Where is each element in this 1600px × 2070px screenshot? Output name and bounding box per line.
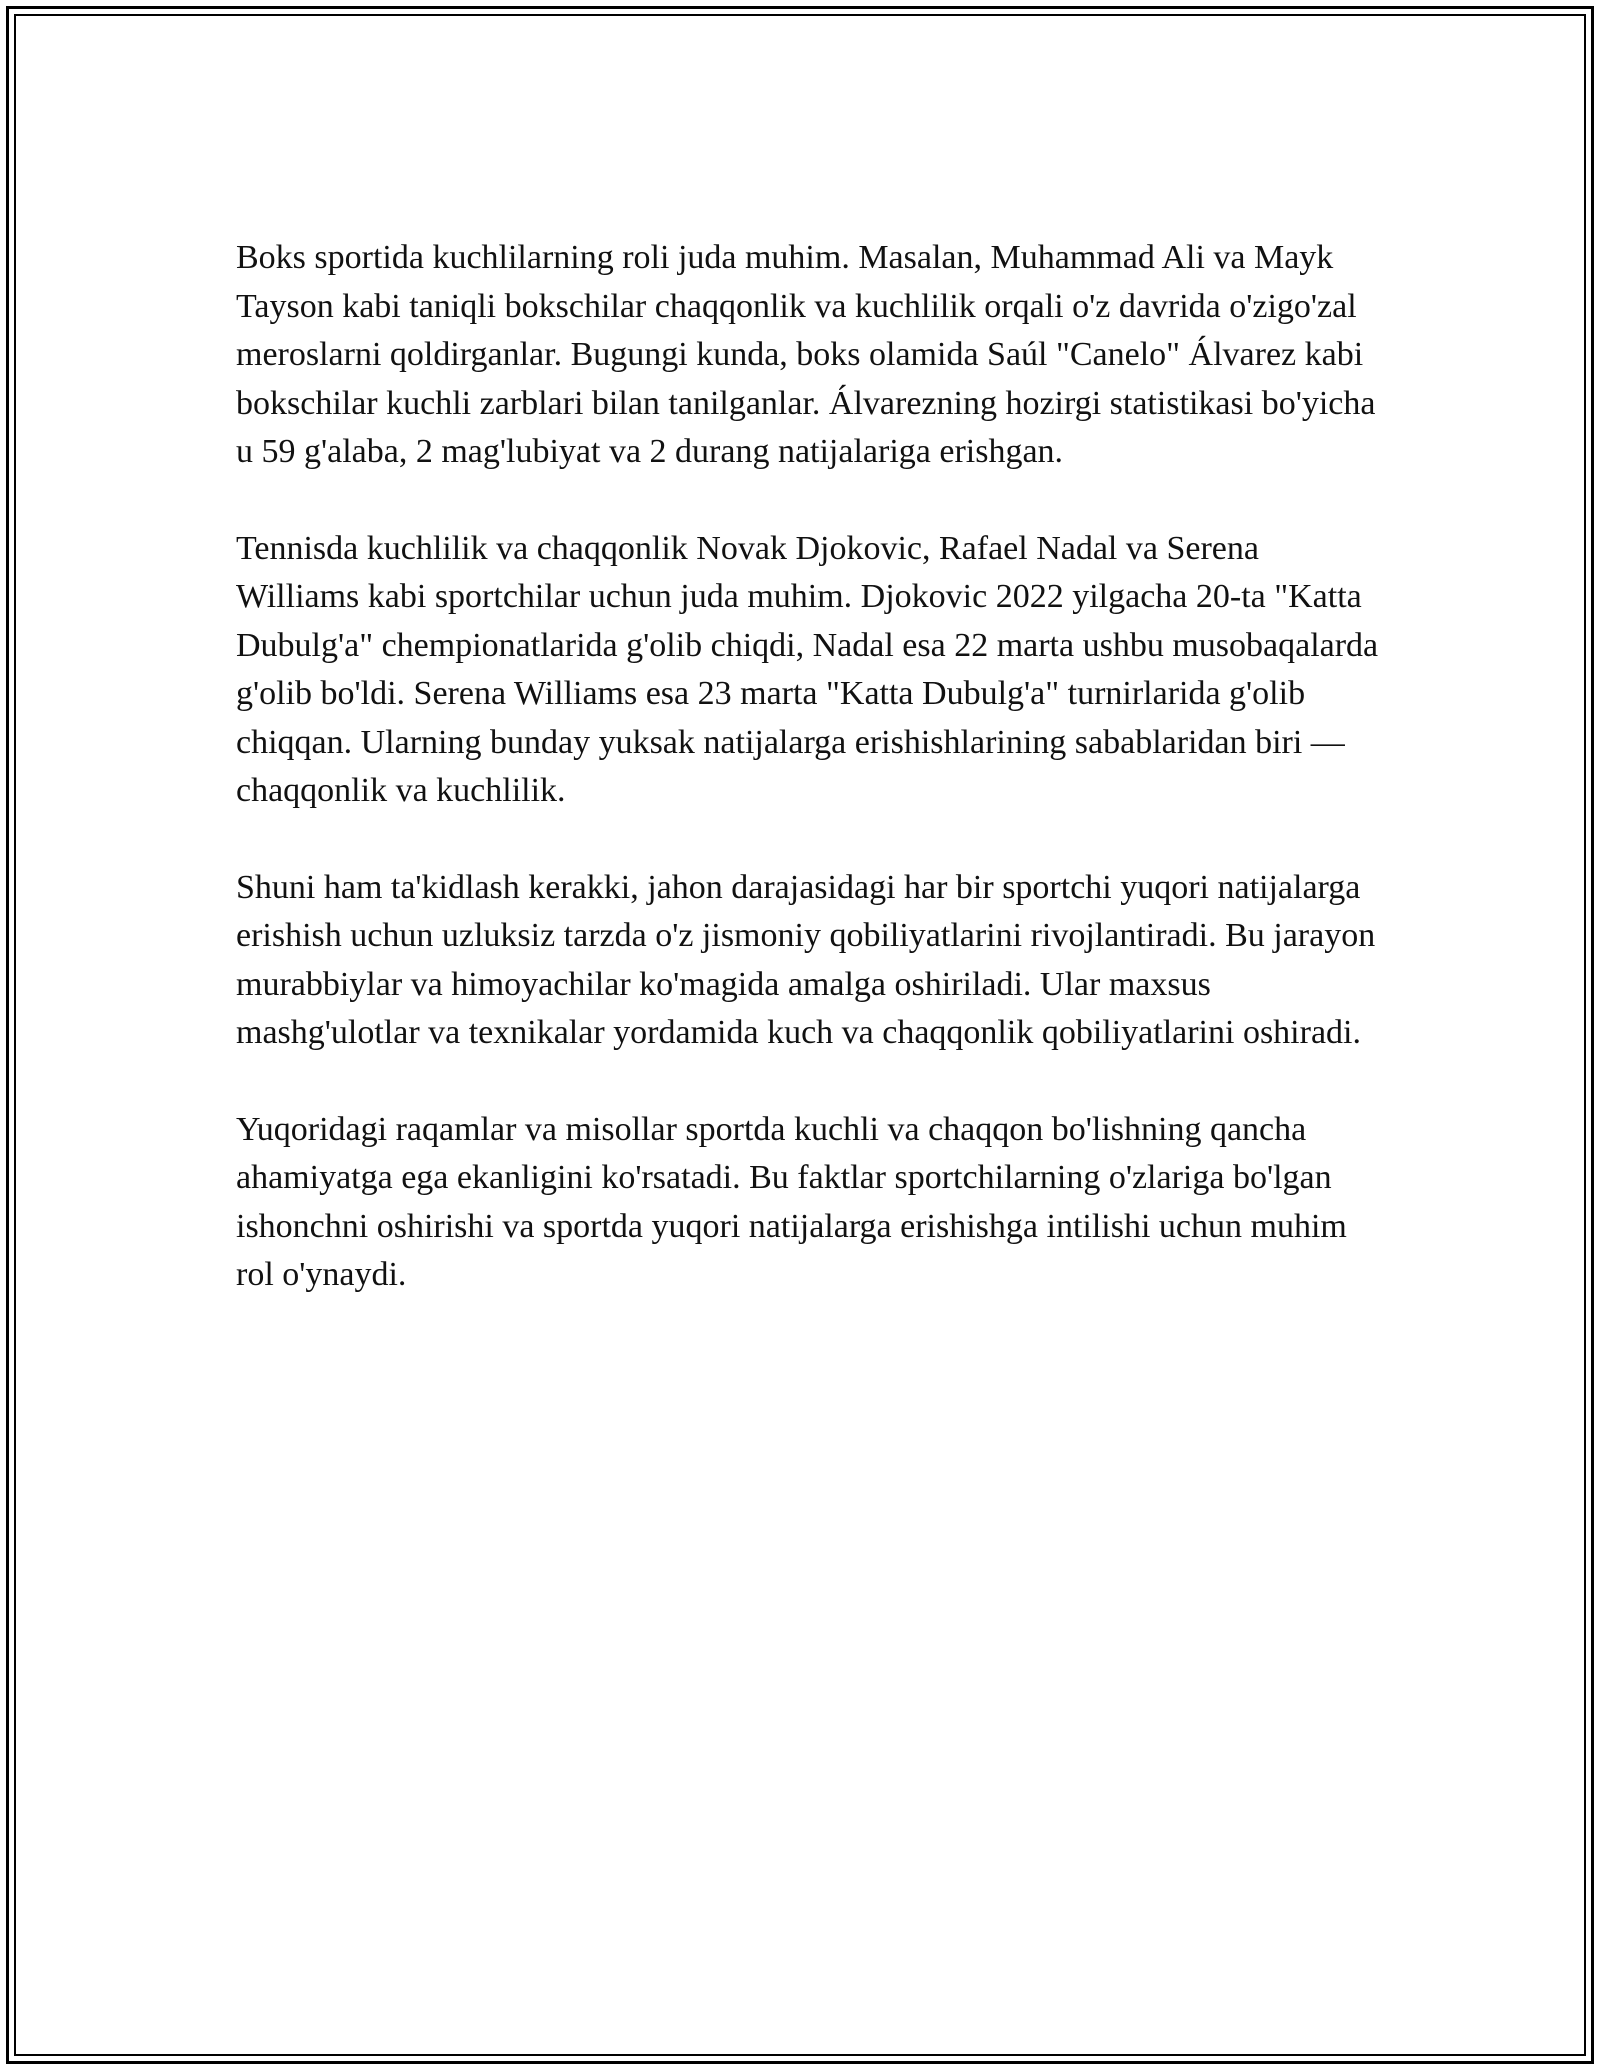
paragraph-boxing: Boks sportida kuchlilarning roli juda muhim. Masalan, Muhammad Ali va Mayk Tayson kabi taniqli bokschilar chaqqonlik va kuchlilik orqali o'z davrida o'zigo'zal meroslarni qoldirganlar. Bugungi kunda, boks olamida Saúl "Canelo" Álvarez kabi bokschilar kuchli zarblari bilan tanilganlar. Álvarezning hozirgi statistikasi bo'yicha u 59 g'alaba, 2 mag'lubiyat va 2 durang natijalariga erishgan.	[236, 239, 1376, 470]
paragraph-tennis: Tennisda kuchlilik va chaqqonlik Novak Djokovic, Rafael Nadal va Serena Williams kabi sportchilar uchun juda muhim. Djokovic 2022 yilgacha 20-ta "Katta Dubulg'a" chempionatlarida g'olib chiqdi, Nadal esa 22 marta ushbu musobaqalarda g'olib bo'ldi. Serena Williams esa 23 marta "Katta Dubulg'a" turnirlarida g'olib chiqqan. Ularning bunday yuksak natijalarga erishishlarining sabablaridan biri — chaqqonlik va kuchlilik.	[236, 529, 1379, 809]
paragraph-conclusion: Yuqoridagi raqamlar va misollar sportda kuchli va chaqqon bo'lishning qancha ahamiyatga ega ekanligini ko'rsatadi. Bu faktlar sportchilarning o'zlariga bo'lgan ishonchni oshirishi va sportda yuqori natijalarga erishishga intilishi uchun muhim rol o'ynaydi.	[236, 1110, 1347, 1293]
document-body	[236, 234, 1386, 1348]
paragraph-training: Shuni ham ta'kidlash kerakki, jahon darajasidagi har bir sportchi yuqori natijalarga erishish uchun uzluksiz tarzda o'z jismoniy qobiliyatlarini rivojlantiradi. Bu jarayon murabbiylar va himoyachilar ko'magida amalga oshiriladi. Ular maxsus mashg'ulotlar va texnikalar yordamida kuch va chaqqonlik qobiliyatlarini oshiradi.	[236, 868, 1376, 1051]
